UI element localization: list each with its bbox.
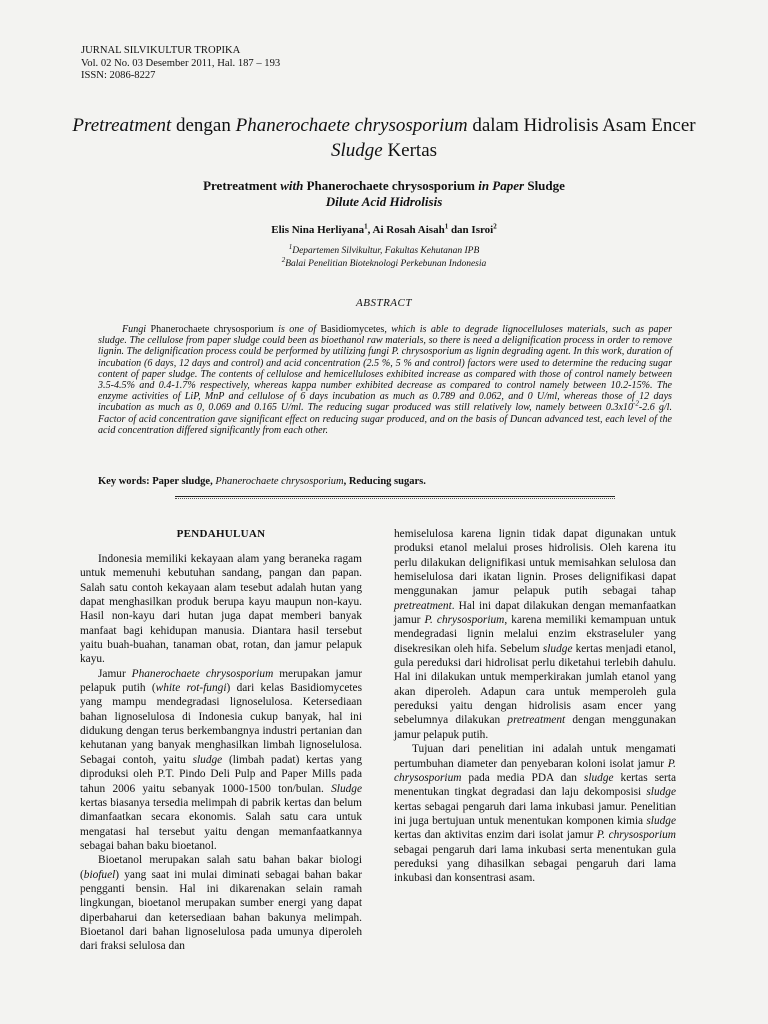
subtitle-line1 <box>80 178 688 194</box>
subtitle-line2 <box>80 194 688 210</box>
text-seg: Tujuan dari penelitian ini adalah untuk mengamati pertumbuhan diameter dan penyebaran koloni isolat jamur <box>394 743 676 770</box>
text-seg: kertas sebagai pengaruh dari lama inkubasi jamur. Penelitian ini juga bertujuan untuk menentukan komponen kimia <box>394 800 676 827</box>
text-seg: P. chrysosporium <box>394 757 676 784</box>
author-list <box>80 224 688 236</box>
text-seg: sebagai pengaruh dari lama inkubasi serta menentukan gula pereduksi yang dihasilkan sebagai pengaruh dari lama inkubasi dan konsentrasi asam. <box>394 843 676 885</box>
abstract-seg: , which is able to degrade lignocelluloses materials, such as paper sludge. The cellulose from paper sludge could been as bioethanol raw materials, so there is need a delignification process in order to remove lignin. The delignification process could be performed by utilizing fungi P. chrysosporium as lignin degrading agent. In this work, duration of incubation (6 days, 12 days and control) and acid concentration (2.5 %, 5 % and control) factors were used to determine the reducing sugar content of paper sludge. The contents of cellulose and hemicelluloses exhibited increase as compared with those of control namely between 3.5-4.5% and 0.4-1.7% respectively, whereas kappa number exhibited decrease as compared to control namely between 10.2-15%. The enzyme activities of LiP, MnP and cellulose of 6 days incubation as much as 0.789 and 0.062, and 0 U/ml, whereas those of 12 days incubation as much as 0, 0.069 and 0.165 U/ml. The reducing sugar produced was still relatively low, namely between 0.3x10 <box>98 324 673 414</box>
title-seg: Kertas <box>382 140 438 161</box>
subtitle-seg: Phanerochaete chrysosporium <box>303 178 479 193</box>
text-seg: dengan menggunakan jamur pelapuk putih. <box>394 714 677 741</box>
keywords-seg: Key words: Paper sludge, <box>98 476 216 487</box>
text-seg: hemiselulosa karena lignin tidak dapat digunakan untuk produksi etanol melalui proses hidrolisis. Oleh karena itu perlu dilakukan delignifikasi untuk memisahkan selulosa dan hemiselulosa dari ikatan lignin. Proses delignifikasi dapat menggunakan jamur pelapuk putih sebagai tahap <box>394 528 676 598</box>
keywords-seg: Phanerochaete chrysosporium <box>215 476 344 487</box>
text-seg: sludge <box>583 771 614 784</box>
abstract-body <box>98 324 672 436</box>
paragraph <box>394 527 676 742</box>
keywords-seg: , Reducing sugars. <box>343 476 426 487</box>
title-seg: Pretreatment <box>72 115 172 136</box>
text-seg: kertas serta menentukan tingkat degradasi dan laju dekomposisi <box>394 771 677 799</box>
abstract-seg: Fungi <box>122 324 151 335</box>
text-seg: Phanerochaete chrysosporium <box>131 667 274 680</box>
subtitle-seg: in Paper <box>478 178 525 193</box>
text-seg: merupakan jamur pelapuk putih ( <box>80 667 363 695</box>
journal-header <box>81 45 280 83</box>
abstract-seg: Basidiomycetes <box>320 324 385 335</box>
text-seg: , karena memiliki kemampuan untuk mendegradasi lignin melalui enzim ekstraseluler yang disekresikan oleh hifa. Sebelum <box>394 614 676 655</box>
author-name: dan Isroi <box>448 224 494 236</box>
text-seg: . Hal ini dapat dilakukan dengan memanfaatkan jamur <box>394 599 676 627</box>
text-seg: sludge <box>542 642 573 655</box>
abstract-heading: ABSTRACT <box>356 297 412 309</box>
affiliation-sup: 1 <box>288 242 293 251</box>
text-seg: P. chrysosporium <box>596 829 676 842</box>
text-seg: Jamur <box>98 667 132 680</box>
subtitle-seg: Sludge <box>524 178 565 193</box>
journal-name: JURNAL SILVIKULTUR TROPIKA <box>81 45 241 56</box>
keywords <box>98 476 426 487</box>
right-column <box>394 527 676 886</box>
text-seg: sludge <box>192 753 223 766</box>
paragraph <box>80 853 362 953</box>
title-seg: dalam Hidrolisis Asam Encer <box>467 115 696 136</box>
text-seg: pretreatment <box>507 714 566 727</box>
text-seg: (limbah padat) kertas yang diproduksi oleh P.T. Pindo Deli Pulp and Paper Mills pada tahun 2006 yaitu sebanyak 1000-1500 ton/bulan. <box>80 753 362 795</box>
author-sup: 1 <box>444 222 449 231</box>
paper-subtitle <box>80 178 688 210</box>
text-seg: P. chrysosporium <box>424 614 505 627</box>
author-sup: 1 <box>364 222 368 231</box>
abstract-sup: -2 <box>633 400 639 409</box>
text-seg: ) yang saat ini mulai diminati sebagai bahan bakar pengganti bensin. Hal ini dikarenakan selain ramah lingkungan, bioetanol merupakan sumber energi yang dapat diperbaharui dan ketersediaan bahan bakunya melimpah. Bioetanol dari bahan lignoselulosa pada umunya diperoleh dari fraksi selulosa dan <box>80 868 362 953</box>
separator-rule-dotted <box>175 498 615 499</box>
text-seg: pretreatment <box>394 599 452 612</box>
paragraph: Indonesia memiliki kekayaan alam yang beraneka ragam untuk memenuhi kebutuhan sandang, pangan dan papan. Salah satu contoh kekayaan alam tesebut adalah hutan yang dapat menghasilkan produk berupa kayu maupun non-kayu. Hasil non-kayu dari hutan juga dapat memberi banyak manfaat bagi kehidupan manusia. Diantara hasil tersebut yaitu buah-buahan, tanaman obat, rotan, dan jamur pelapuk kayu. <box>80 553 362 666</box>
left-column <box>80 552 362 954</box>
text-seg: white rot-fungi <box>155 682 227 695</box>
paragraph <box>80 667 362 853</box>
subtitle-seg: with <box>280 178 304 193</box>
text-seg: kertas dan aktivitas enzim dari isolat jamur <box>394 829 597 842</box>
journal-volume: Vol. 02 No. 03 Desember 2011, Hal. 187 – 193 <box>81 57 281 69</box>
abstract-seg: -2.6 g/l. Factor of acid concentration gave significant effect on reducing sugar produced, and on the basis of Duncan advanced test, each level of the acid concentration differed significantly from each other. <box>98 402 673 436</box>
text-seg: sludge <box>646 814 676 827</box>
affiliation-sup: 2 <box>281 255 286 264</box>
section-heading: PENDAHULUAN <box>176 528 266 540</box>
author-name: Elis Nina Herliyana <box>271 224 365 236</box>
paragraph <box>394 742 676 885</box>
affiliations <box>80 242 688 271</box>
text-seg: pada media PDA dan <box>461 771 584 784</box>
title-seg: Sludge <box>330 140 383 161</box>
text-seg: ) dari kelas Basidiomycetes yang mampu mendegradasi lignoselulosa. Ketersediaan bahan lignoselulosa di Indonesia cukup banyak, hal ini didukung dengan terus berkembangnya industri pertanian dan kehutanan yang banyak menghasilkan limbah lignoselulosa. Sebagai contoh, yaitu <box>80 682 363 766</box>
title-seg: Phanerochaete chrysosporium <box>235 115 468 136</box>
author-sup: 2 <box>493 222 497 231</box>
subtitle-seg: Dilute Acid Hidrolisis <box>325 194 443 209</box>
paper-title <box>60 113 708 163</box>
separator-rule <box>175 496 615 497</box>
affiliation-text: Departemen Silvikultur, Fakultas Kehutanan IPB <box>292 246 480 256</box>
text-seg: sludge <box>646 786 676 799</box>
text-seg: biofuel <box>83 868 116 881</box>
abstract-seg: is one of <box>273 324 321 335</box>
text-seg: kertas menjadi etanol, gula pereduksi dari hidrolisat perlu diketahui terlebih dahulu. Hal ini dilakukan untuk memperkirakan jumlah etanol yang akan diperoleh. Adapun cara untuk memperoleh gula pereduksi yaitu dengan hidrolisis asam encer yang sebelumnya dilakukan <box>394 642 677 727</box>
text-seg: Sludge <box>331 782 362 795</box>
affiliation <box>80 242 688 258</box>
author-name: , Ai Rosah Aisah <box>367 224 445 236</box>
journal-issn: ISSN: 2086-8227 <box>81 70 156 81</box>
text-seg: kertas biasanya tersedia melimpah di pabrik kertas dan belum dimanfaatkan secara ekonomis. Salah satu cara untuk mengatasi hal tersebut yaitu dengan memanfaatkannya sebagai bahan baku bioetanol. <box>80 796 362 852</box>
affiliation-text: Balai Penelitian Bioteknologi Perkebunan Indonesia <box>285 259 487 269</box>
text-seg: Bioetanol merupakan salah satu bahan bakar biologi ( <box>80 854 362 881</box>
subtitle-seg: Pretreatment <box>203 178 281 193</box>
title-seg: dengan <box>171 115 236 136</box>
affiliation <box>80 255 688 271</box>
abstract-seg: Phanerochaete chrysosporium <box>150 324 274 335</box>
